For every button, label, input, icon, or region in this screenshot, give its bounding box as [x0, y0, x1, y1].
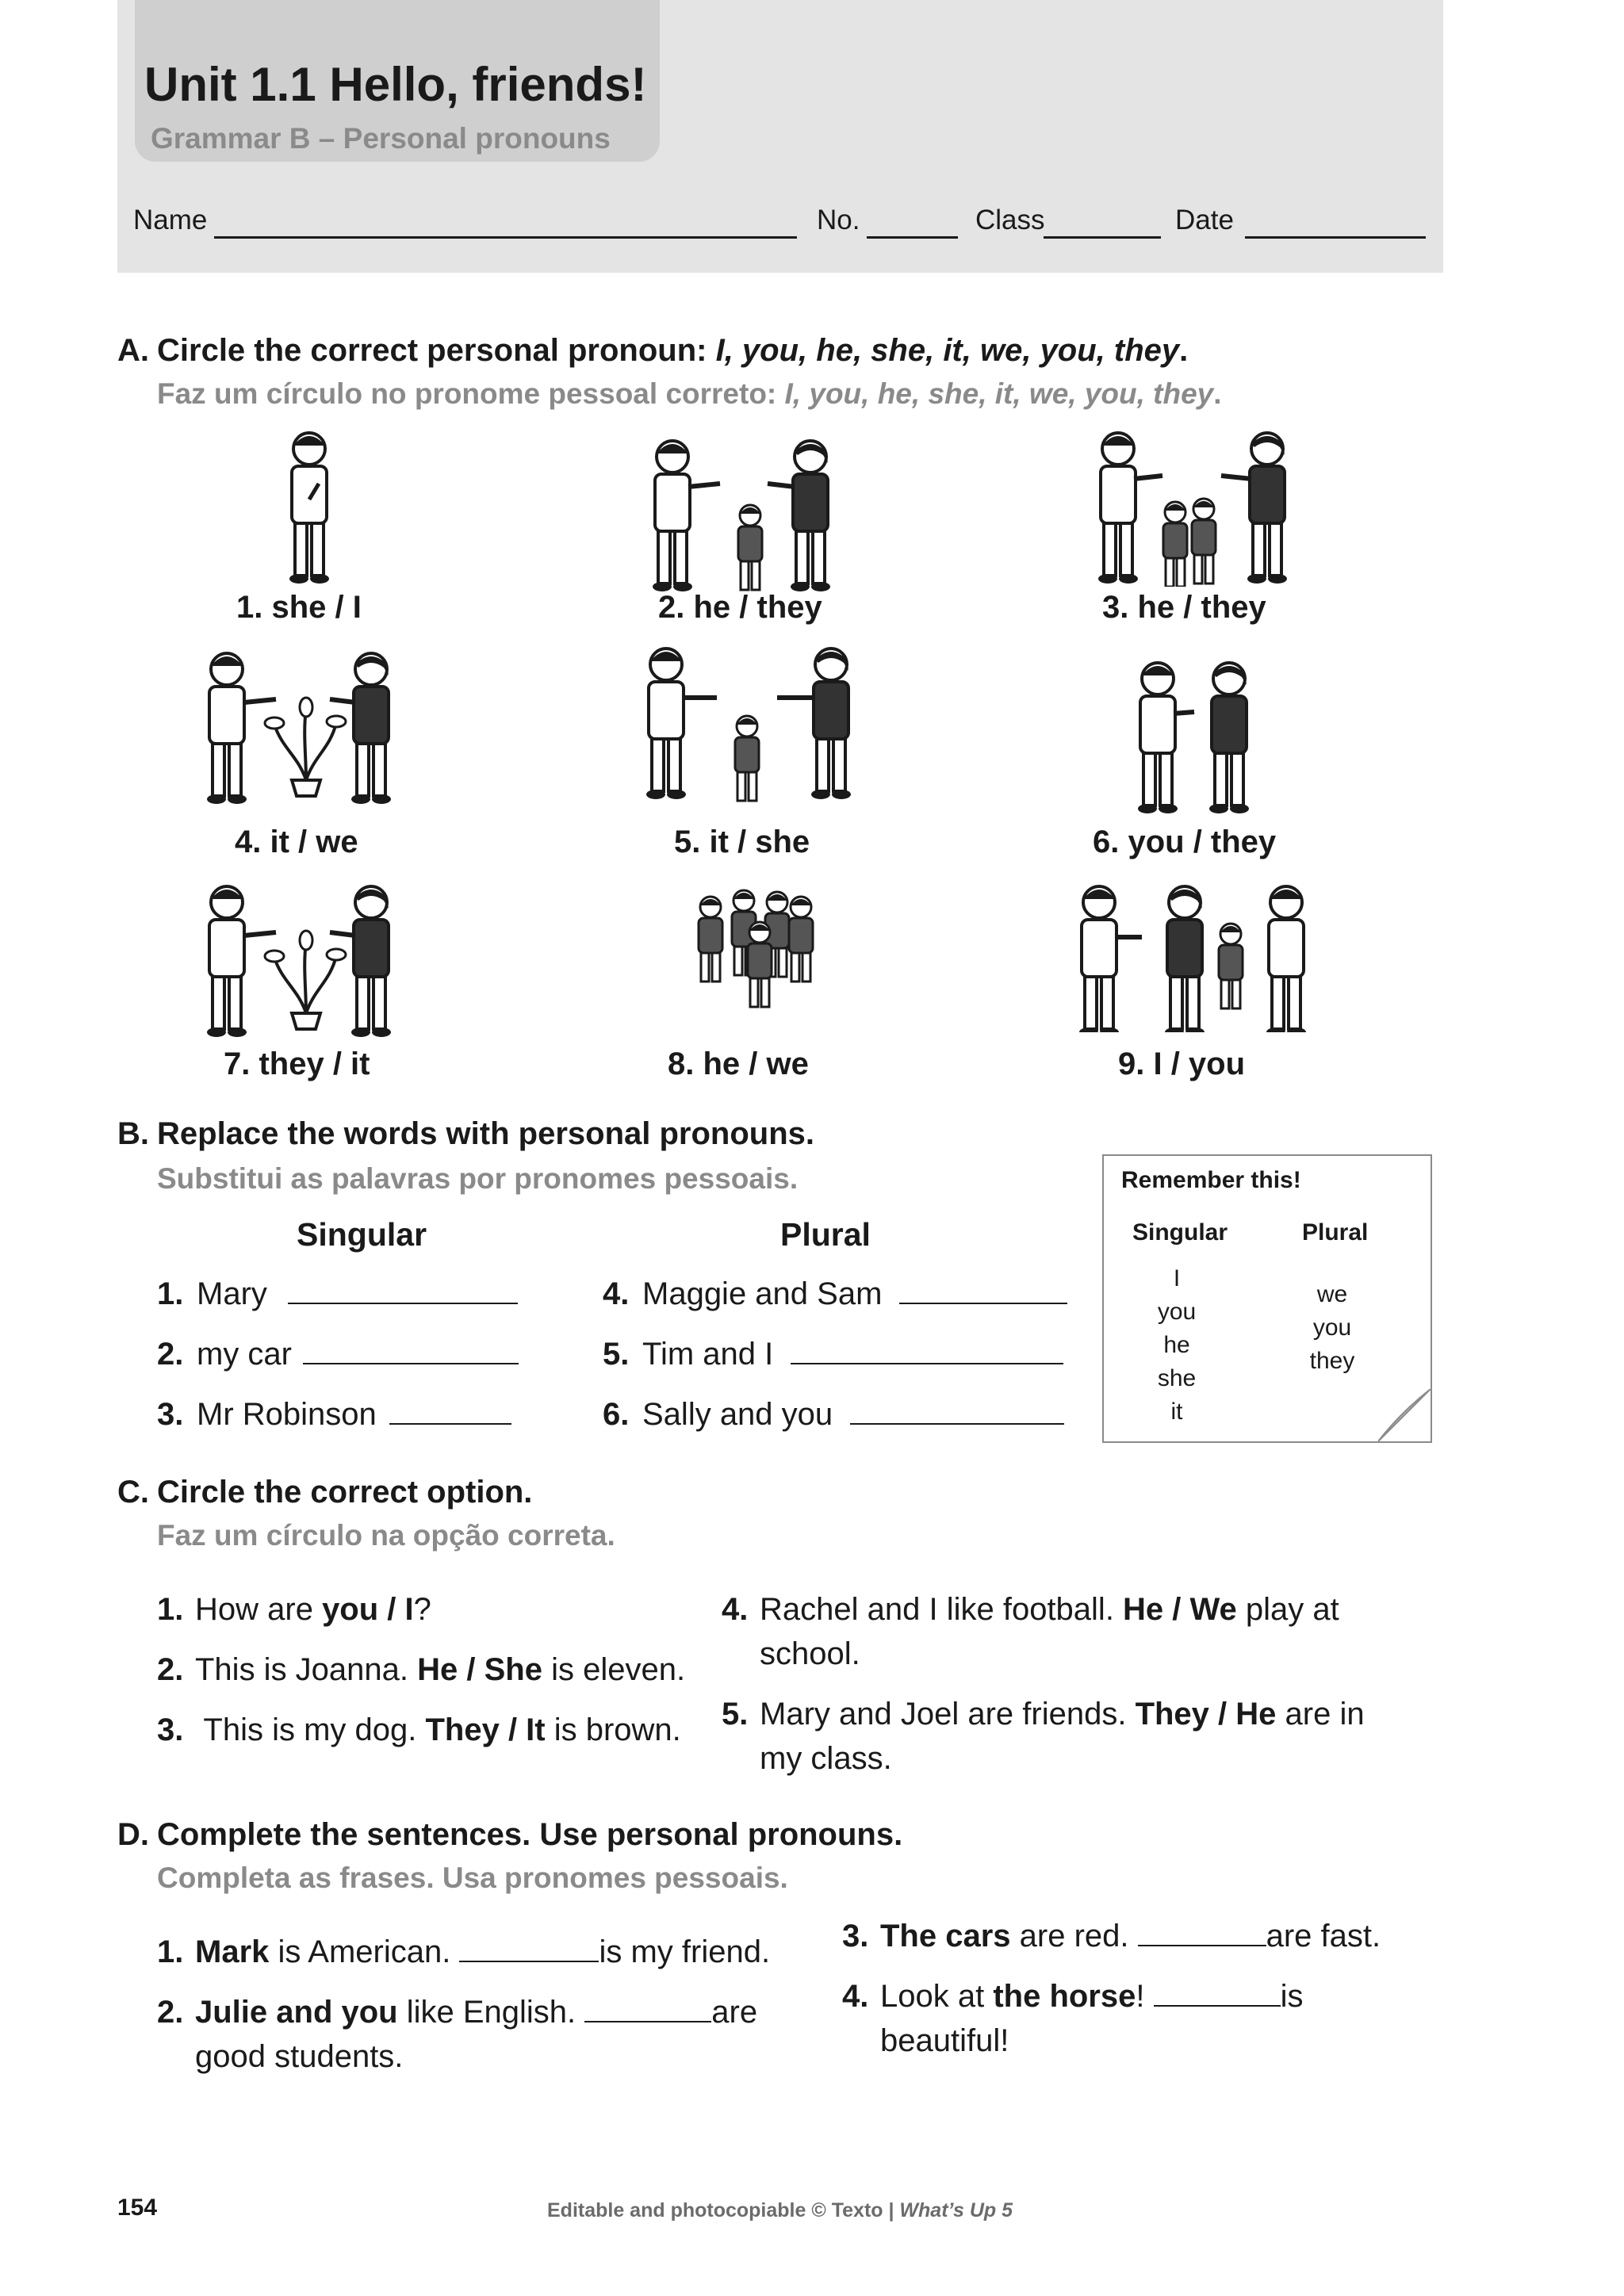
footer-book-title: What’s Up 5 — [899, 2199, 1013, 2221]
answer-blank[interactable] — [791, 1337, 1063, 1364]
singular-heading: Singular — [297, 1216, 427, 1253]
item-text: Tim and I — [642, 1337, 774, 1372]
item-a9: 9. I / you — [1118, 1047, 1246, 1081]
item-text: This is Joanna. — [195, 1652, 418, 1687]
section-letter: A. — [117, 333, 149, 368]
d-item-1 — [157, 1930, 770, 1974]
item-text: Look at — [880, 1979, 994, 2014]
footer-copyright-text: Editable and photocopiable © Texto | — [547, 2199, 900, 2221]
item-text: Maggie and Sam — [642, 1276, 883, 1311]
item-number: 4. — [722, 1592, 749, 1627]
section-c-translation: Faz um círculo na opção correta. — [157, 1519, 615, 1552]
item-text: Mr Robinson — [197, 1397, 377, 1432]
page-subtitle: Grammar B – Personal pronouns — [151, 122, 611, 155]
date-label: Date — [1175, 205, 1234, 235]
section-b-translation: Substitui as palavras por pronomes pessoais. — [157, 1162, 799, 1195]
option-choice[interactable]: He / She — [417, 1652, 542, 1687]
subject-text: the horse — [993, 1979, 1136, 2014]
plural-heading: Plural — [780, 1216, 871, 1253]
subject-text: Mark — [195, 1934, 270, 1969]
b-item-4 — [603, 1276, 1067, 1312]
option-choice[interactable]: He / We — [1123, 1592, 1237, 1627]
answer-blank[interactable] — [459, 1935, 599, 1962]
item-a5: 5. it / she — [674, 825, 810, 859]
item-a3: 3. he / they — [1102, 590, 1266, 625]
class-label: Class — [975, 205, 1045, 235]
item-text: ! — [1136, 1979, 1154, 2014]
section-letter: D. — [117, 1817, 149, 1852]
item-text: is my friend. — [599, 1934, 771, 1969]
class-field[interactable] — [1044, 236, 1161, 239]
item-text: play at — [1236, 1592, 1339, 1627]
item-a1: 1. she / I — [236, 590, 362, 625]
item-number: 5. — [722, 1697, 749, 1732]
section-b-instruction: Replace the words with personal pronouns. — [157, 1116, 815, 1151]
item-a2: 2. he / they — [658, 590, 822, 625]
option-choice[interactable]: you / I — [322, 1592, 414, 1627]
item-text: Sally and you — [642, 1397, 833, 1432]
answer-blank[interactable] — [584, 1996, 711, 2022]
section-letter: B. — [117, 1116, 149, 1151]
section-a-translation — [157, 377, 1222, 411]
d-item-2 — [157, 1990, 757, 2079]
d-item-4 — [842, 1974, 1304, 2063]
c-item-5 — [722, 1692, 1365, 1781]
answer-blank[interactable] — [1154, 1980, 1281, 2007]
item-continuation: beautiful! — [880, 2023, 1009, 2058]
section-a-translation-end: . — [1213, 377, 1222, 410]
picture-4 — [187, 647, 409, 806]
remember-word: we — [1316, 1281, 1348, 1307]
item-text: Rachel and I like football. — [760, 1592, 1124, 1627]
picture-2 — [641, 436, 847, 595]
item-number: 3. — [842, 1919, 869, 1954]
picture-8 — [682, 885, 825, 1020]
section-letter: C. — [117, 1475, 149, 1510]
remember-word: he — [1163, 1332, 1190, 1358]
item-text: is eleven. — [542, 1652, 686, 1687]
picture-7 — [187, 880, 409, 1039]
item-text: are red. — [1010, 1919, 1138, 1954]
b-item-6 — [603, 1397, 1064, 1433]
item-a7: 7. they / it — [224, 1047, 370, 1081]
page-curl — [1378, 1389, 1431, 1441]
item-text: are — [711, 1995, 758, 2030]
item-continuation: my class. — [760, 1741, 892, 1776]
answer-blank[interactable] — [288, 1277, 518, 1304]
section-d-heading — [117, 1817, 902, 1853]
section-d-translation: Completa as frases. Usa pronomes pessoais. — [157, 1862, 788, 1894]
item-text: is brown. — [545, 1712, 681, 1747]
item-number: 4. — [603, 1276, 630, 1311]
item-a4: 4. it / we — [235, 825, 358, 859]
item-a6: 6. you / they — [1093, 825, 1277, 859]
item-text: This is my dog. — [195, 1712, 426, 1747]
item-number: 2. — [157, 1995, 184, 2030]
answer-blank[interactable] — [899, 1277, 1067, 1304]
remember-box — [1102, 1154, 1432, 1443]
answer-blank[interactable] — [1138, 1919, 1266, 1946]
b-item-2 — [157, 1337, 519, 1372]
page-number: 154 — [117, 2195, 158, 2221]
c-item-1 — [157, 1587, 431, 1632]
c-item-3 — [157, 1708, 681, 1752]
section-a-instruction: Circle the correct personal pronoun: — [157, 333, 716, 368]
c-item-4 — [722, 1587, 1339, 1676]
item-text: are fast. — [1266, 1919, 1381, 1954]
item-number: 4. — [842, 1979, 869, 2014]
name-label: Name — [133, 205, 208, 235]
remember-word: I — [1173, 1265, 1181, 1292]
remember-singular-heading: Singular — [1132, 1219, 1228, 1246]
item-number: 5. — [603, 1337, 630, 1372]
date-field[interactable] — [1245, 236, 1426, 239]
subject-text: Julie and you — [195, 1995, 398, 2030]
picture-9 — [1067, 882, 1329, 1032]
item-number: 1. — [157, 1276, 184, 1311]
page-title: Unit 1.1 Hello, friends! — [144, 58, 647, 111]
b-item-1 — [157, 1276, 518, 1312]
option-choice[interactable]: They / He — [1135, 1697, 1277, 1732]
b-item-3 — [157, 1397, 511, 1433]
item-text: is — [1280, 1979, 1304, 2014]
item-number: 2. — [157, 1652, 184, 1687]
picture-6 — [1126, 658, 1261, 817]
name-field[interactable] — [214, 236, 797, 239]
item-continuation: school. — [760, 1636, 860, 1671]
item-text: Mary and Joel are friends. — [760, 1697, 1136, 1732]
d-item-3 — [842, 1914, 1381, 1958]
number-label: No. — [817, 205, 860, 235]
item-number: 1. — [157, 1592, 184, 1627]
item-text: are in — [1276, 1697, 1365, 1732]
item-text: How are — [195, 1592, 323, 1627]
item-number: 1. — [157, 1934, 184, 1969]
item-number: 3. — [157, 1397, 184, 1432]
remember-word: she — [1157, 1365, 1197, 1391]
item-text: is American. — [269, 1934, 460, 1969]
c-item-2 — [157, 1647, 685, 1692]
section-c-heading — [117, 1475, 532, 1510]
section-a-translation-list: I, you, he, she, it, we, you, they — [784, 377, 1214, 410]
picture-3 — [1086, 428, 1300, 587]
item-number: 3. — [157, 1712, 184, 1747]
subject-text: The cars — [880, 1919, 1011, 1954]
section-c-instruction: Circle the correct option. — [157, 1475, 533, 1510]
item-number: 2. — [157, 1337, 184, 1372]
item-number: 6. — [603, 1397, 630, 1432]
answer-blank[interactable] — [303, 1337, 519, 1364]
number-field[interactable] — [867, 236, 958, 239]
remember-word: you — [1312, 1314, 1352, 1341]
answer-blank[interactable] — [389, 1398, 511, 1425]
item-text: Mary — [197, 1276, 267, 1311]
item-text: ? — [413, 1592, 431, 1627]
item-text: like English. — [397, 1995, 585, 2030]
section-d-instruction: Complete the sentences. Use personal pronouns. — [157, 1817, 903, 1852]
item-a8: 8. he / we — [668, 1047, 809, 1081]
section-a-pronoun-list: I, you, he, she, it, we, you, they — [715, 333, 1180, 368]
remember-word: they — [1309, 1348, 1355, 1374]
answer-blank[interactable] — [850, 1398, 1064, 1425]
section-a-translation-text: Faz um círculo no pronome pessoal correto: — [157, 377, 785, 410]
section-b-heading — [117, 1116, 814, 1152]
item-text: my car — [197, 1337, 292, 1372]
b-item-5 — [603, 1337, 1063, 1372]
remember-title: Remember this! — [1121, 1167, 1301, 1193]
picture-5 — [634, 642, 864, 805]
picture-1 — [262, 428, 357, 587]
remember-plural-heading: Plural — [1302, 1219, 1369, 1246]
section-a-heading — [117, 333, 1188, 369]
remember-word: you — [1157, 1299, 1197, 1325]
remember-word: it — [1170, 1399, 1183, 1425]
option-choice[interactable]: They / It — [425, 1712, 546, 1747]
footer-copyright — [547, 2199, 1013, 2222]
section-a-end: . — [1179, 333, 1189, 368]
item-continuation: good students. — [195, 2039, 404, 2074]
